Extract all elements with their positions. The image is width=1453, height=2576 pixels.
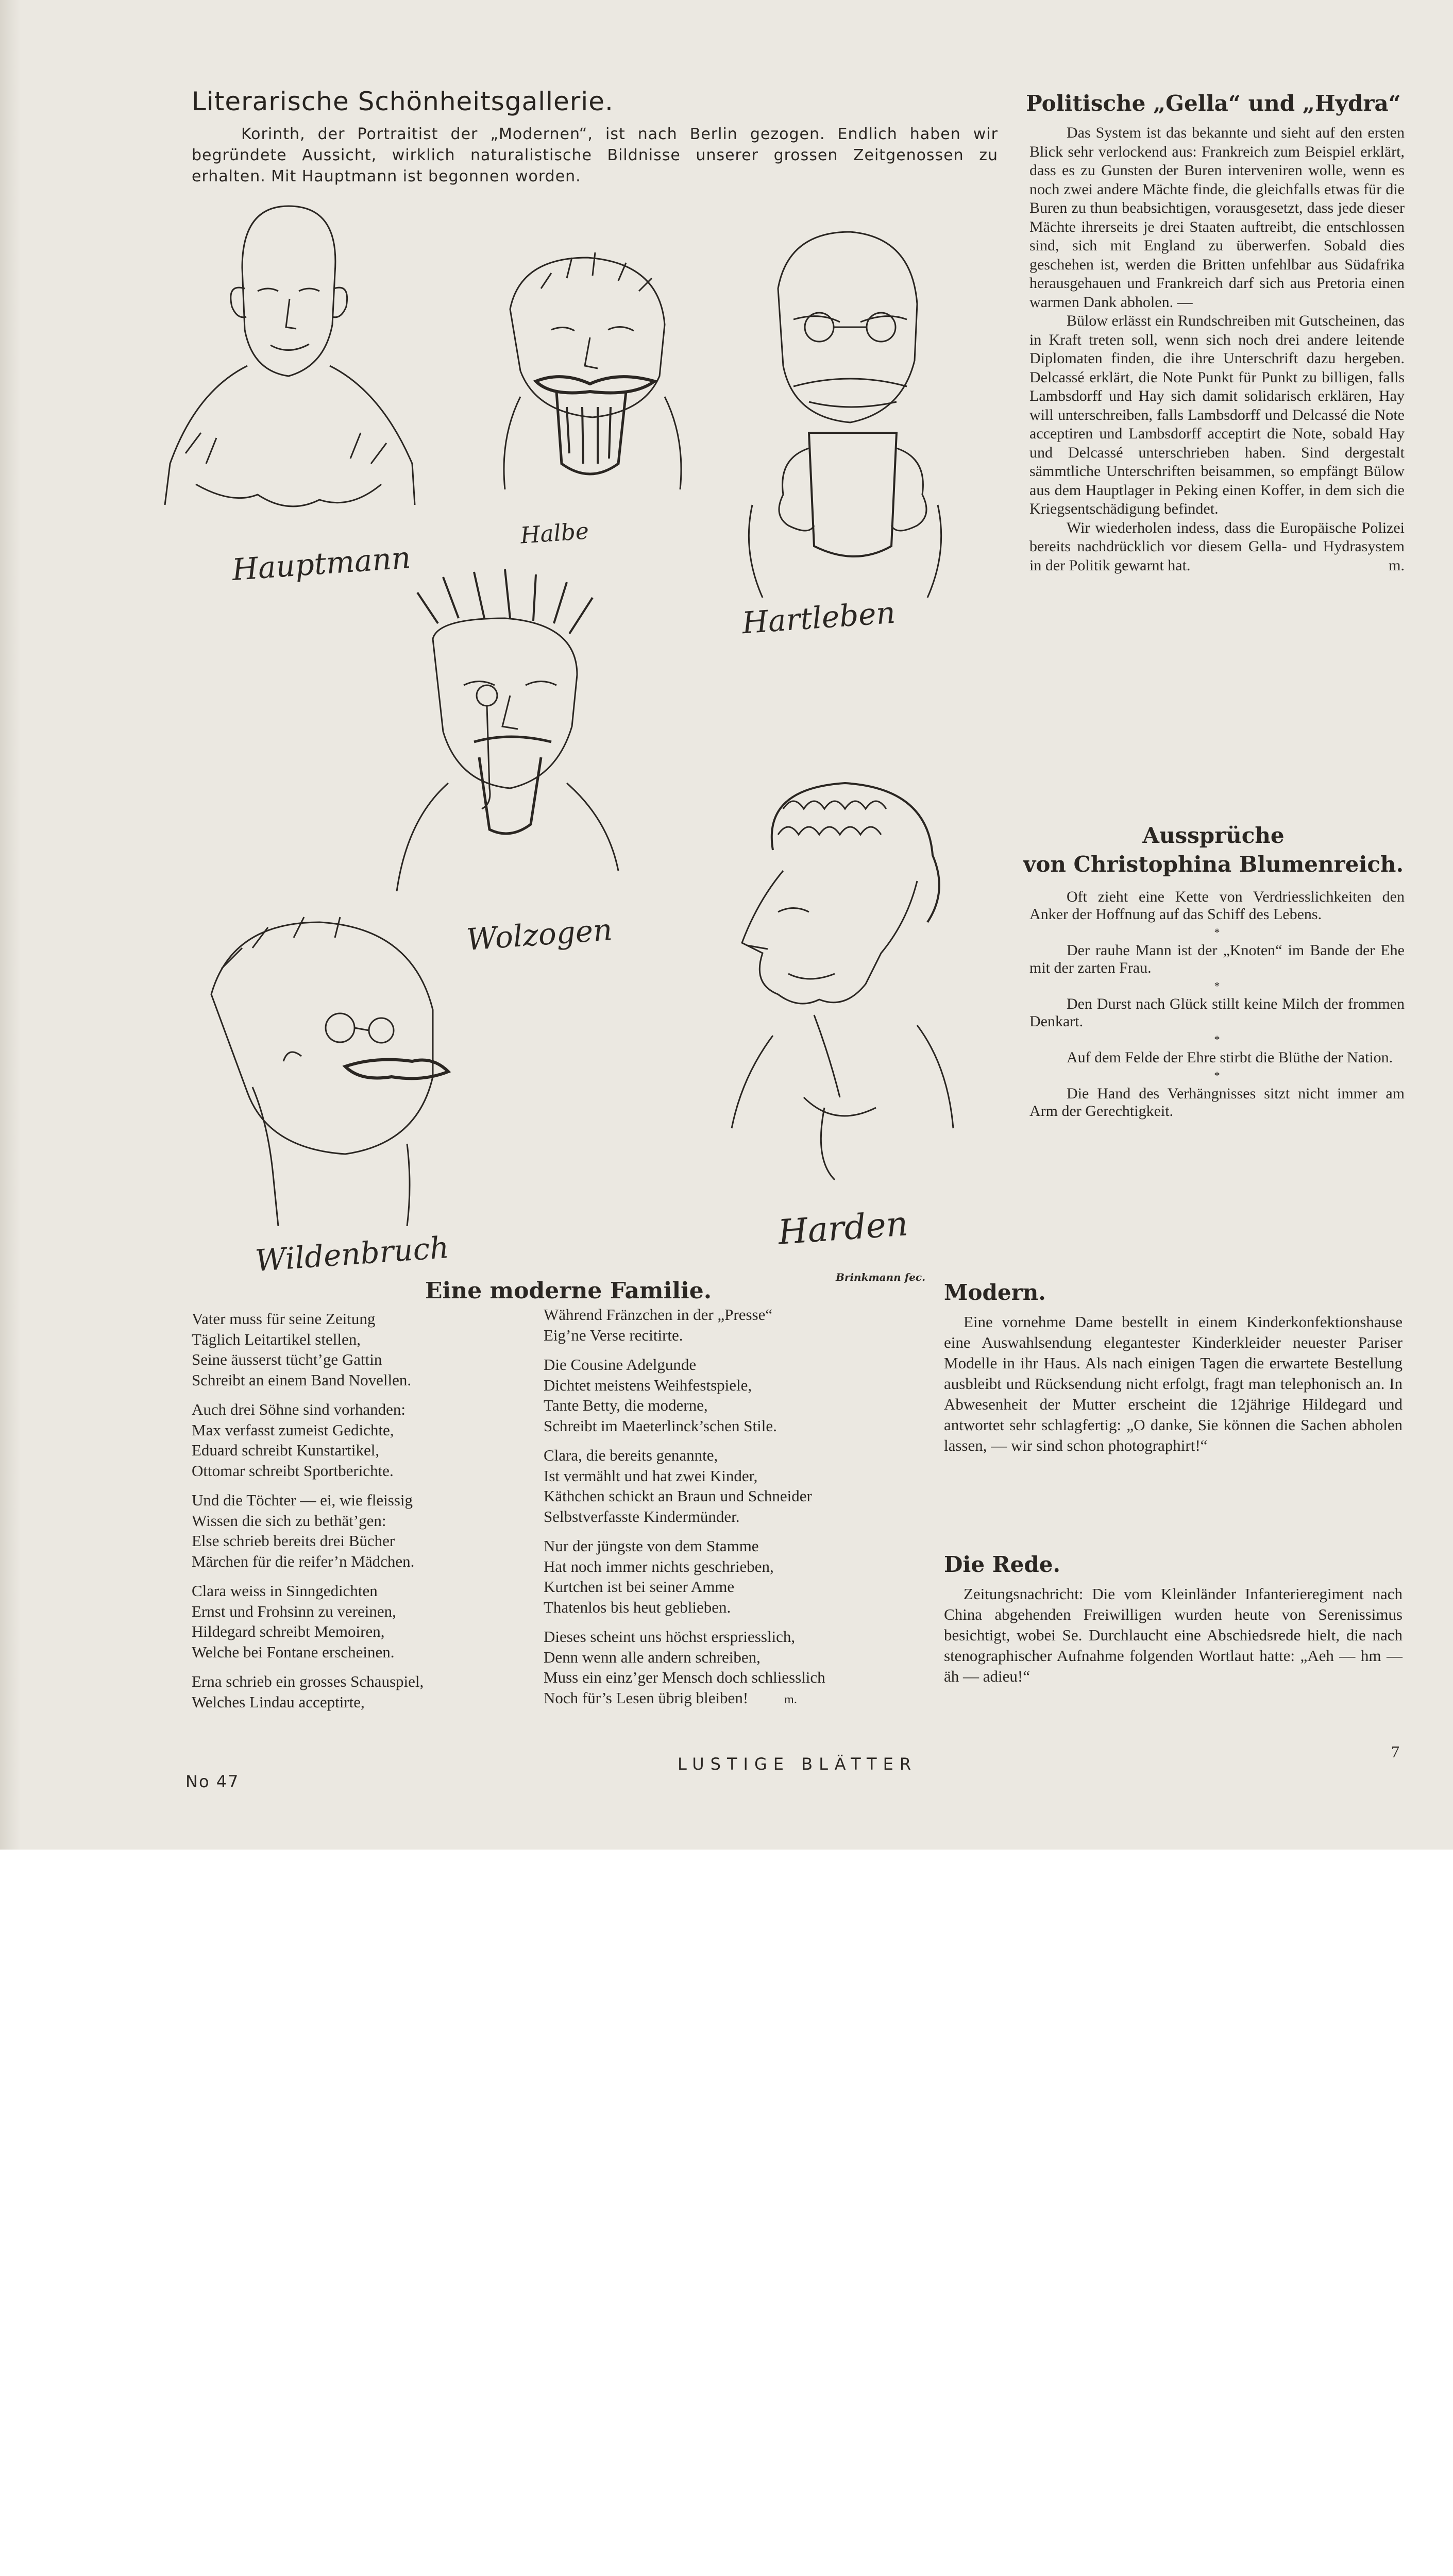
poem-line: Märchen für die reifer’n Mädchen. — [192, 1552, 415, 1570]
poem-signature: m. — [784, 1692, 797, 1706]
sketch-lines — [479, 242, 706, 531]
poem-line: Erna schrieb ein grosses Schauspiel, — [192, 1672, 424, 1690]
poem-line: Noch für’s Lesen übrig bleiben! m. — [544, 1688, 797, 1707]
modern-article — [944, 1312, 1403, 1456]
poem-line: Vater muss für seine Zeitung — [192, 1310, 376, 1328]
signature-hauptmann: Hauptmann — [231, 539, 412, 588]
poem-line: Nur der jüngste von dem Stamme — [544, 1537, 759, 1555]
poem-line: Eduard schreibt Kunstartikel, — [192, 1441, 380, 1459]
page-binding-edge — [0, 0, 21, 1850]
caricature-wolzogen — [386, 562, 629, 891]
poem-stanza — [192, 1581, 521, 1662]
caricature-hartleben — [732, 216, 958, 598]
rede-title: Die Rede. — [944, 1552, 1061, 1577]
sayings-title — [1023, 821, 1404, 879]
poem-line: Schreibt im Maeterlinck’schen Stile. — [544, 1416, 777, 1435]
poem-line: Dieses scheint uns höchst erspriesslich, — [544, 1628, 796, 1646]
library-footer — [0, 1850, 1453, 1976]
poem-line: Dichtet meistens Weihfestspiele, — [544, 1376, 752, 1394]
poem-stanza — [544, 1304, 894, 1345]
issue-number: No 47 — [185, 1772, 240, 1791]
magazine-title: LUSTIGE BLÄTTER — [678, 1754, 918, 1774]
poem-stanza — [544, 1626, 894, 1710]
page-number: 7 — [1391, 1742, 1399, 1761]
poem-line: Wissen die sich zu bethät’gen: — [192, 1511, 386, 1530]
sketch-lines — [191, 907, 479, 1226]
saying-item: Den Durst nach Glück stillt keine Milch der frommen Denkart. — [1029, 995, 1405, 1030]
rede-article — [944, 1584, 1403, 1687]
poem-line: Else schrieb bereits drei Bücher — [192, 1532, 395, 1550]
rede-text: Zeitungsnachricht: Die vom Kleinländer Infanterieregiment nach China abgehenden Freiwilligen wurden heute von Serenissimus besichtigt, wobei Se. Durchlaucht eine Abschiedsrede hielt, die nach stenographischer Aufnahme folgenden Wortlaut hatte: „Aeh — hm — äh — adieu!“ — [944, 1585, 1403, 1685]
saying-item: Oft zieht eine Kette von Verdriesslichkeiten den Anker der Hoffnung auf das Schiff des Lebens. — [1029, 888, 1405, 923]
poem-line: Thatenlos bis heut geblieben. — [544, 1598, 731, 1616]
modern-title: Modern. — [944, 1280, 1046, 1305]
poem-line: Clara, die bereits genannte, — [544, 1446, 718, 1464]
politics-paragraph: Bülow erlässt ein Rundschreiben mit Gutscheinen, das in Kraft treten soll, wenn sich noch drei andere leitende Diplomaten finden, die ihre Unterschrift dazu hergeben. Delcassé erklärt, die Note Punkt für Punkt zu billigen, falls Lambsdorff und Hay sich damit solidarisch erklären, Hay will unterschreiben, falls Lambsdorff und Delcassé die Note acceptiren und Lambsdorff acceptirt die Note, sobald Hay und Delcassé unterschrieben haben. Sind dergestalt sämmtliche Unterschriften beisammen, so empfängt Bülow aus dem Hauptlager in Peking einen Koffer, in dem sich die Kriegsentschädigung befindet. — [1029, 312, 1405, 517]
poem-line: Während Fränzchen in der „Presse“ — [544, 1306, 773, 1324]
separator-star: * — [1214, 979, 1220, 992]
sketch-lines — [711, 768, 969, 1221]
poem-line: Max verfasst zumeist Gedichte, — [192, 1420, 394, 1439]
poem-line: Selbstverfasste Kindermünder. — [544, 1507, 740, 1526]
sketch-lines — [386, 562, 629, 891]
politics-paragraph: Wir wiederholen indess, dass die Europäische Polizei bereits nachdrücklich vor diesem Gella- und Hydrasystem in der Politik gewarnt hat. m. — [1029, 519, 1405, 575]
separator-star: * — [1214, 926, 1220, 939]
modern-text: Eine vornehme Dame bestellt in einem Kinderkonfektionshause eine Auswahlsendung elegantester Kinderkleider neuester Pariser Modelle in ihr Haus. Als nach einigen Tagen die erwartete Bestellung ausbleibt und Rücksendung nicht erfolgt, fragt man telephonisch an. In Abwesenheit der Mutter erscheint die 12jährige Hildegard und antwortet sehr schlagfertig: „O danke, Sie können die Sachen abholen lassen, — wir sind schon photographirt!“ — [944, 1313, 1403, 1454]
poem-column-2 — [544, 1304, 894, 1719]
sayings-title-line2: von Christophina Blumenreich. — [1023, 852, 1404, 877]
poem-line: Denn wenn alle andern schreiben, — [544, 1648, 761, 1666]
saying-item: Auf dem Felde der Ehre stirbt die Blüthe der Nation. — [1067, 1049, 1393, 1066]
poem-line: Muss ein einz’ger Mensch doch schliesslich — [544, 1668, 825, 1686]
poem-line: Seine äusserst tücht’ge Gattin — [192, 1350, 382, 1368]
poem-line: Schreibt an einem Band Novellen. — [192, 1370, 412, 1389]
poem-line: Clara weiss in Sinngedichten — [192, 1582, 378, 1600]
signature-wolzogen: Wolzogen — [465, 912, 614, 957]
poem-line: Die Cousine Adelgunde — [544, 1355, 697, 1374]
poem-line: Welches Lindau acceptirte, — [192, 1692, 365, 1711]
poem-line: Und die Töchter — ei, wie fleissig — [192, 1491, 413, 1509]
politics-paragraph: Das System ist das bekannte und sieht auf den ersten Blick sehr verlockend aus: Frankreich zum Beispiel erklärt, dass es zu Gunsten der Buren interveniren wolle, wenn es noch zwei andere Mächte finde, die gleichfalls etwas für die Buren zu thun beabsichtigen, vorausgesetzt, dass jede dieser Mächte ihrerseits je drei Staaten auftreibt, die entschlossen sind, sich mit England zu überwerfen. Sobald dies geschehen ist, werden die Britten unfehlbar aus Südafrika herausgehauen und Frankreich darf sich aus Pretoria einen warmen Dank abholen. — — [1029, 124, 1405, 311]
illustrator-credit: Brinkmann fec. — [836, 1271, 926, 1283]
poem-line: Hat noch immer nichts geschrieben, — [544, 1557, 774, 1575]
signature-wildenbruch: Wildenbruch — [254, 1229, 450, 1279]
politics-article — [1029, 124, 1405, 575]
poem-line: Welche bei Fontane erscheinen. — [192, 1642, 395, 1661]
poem-line: Ernst und Frohsinn zu vereinen, — [192, 1602, 396, 1620]
sketch-lines — [155, 196, 423, 577]
caricature-halbe — [479, 242, 706, 531]
poem-line: Ottomar schreibt Sportberichte. — [192, 1461, 394, 1480]
separator-star: * — [1214, 1069, 1220, 1082]
poem-line: Kurtchen ist bei seiner Amme — [544, 1578, 735, 1596]
signature-harden: Harden — [776, 1204, 909, 1252]
poem-stanza — [544, 1445, 894, 1527]
caricature-wildenbruch — [191, 907, 479, 1226]
poem-line: Käthchen schickt an Braun und Schneider — [544, 1487, 812, 1505]
poem-line: Hildegard schreibt Memoiren, — [192, 1622, 385, 1640]
poem-stanza — [192, 1309, 521, 1390]
saying-item: Die Hand des Verhängnisses sitzt nicht immer am Arm der Gerechtigkeit. — [1029, 1085, 1405, 1120]
poem-stanza — [544, 1354, 894, 1436]
separator-star: * — [1214, 1033, 1220, 1046]
saying-item: Der rauhe Mann ist der „Knoten“ im Bande der Ehe mit der zarten Frau. — [1029, 942, 1405, 976]
poem-line: Ist vermählt und hat zwei Kinder, — [544, 1466, 758, 1485]
caricature-harden — [711, 768, 969, 1221]
politics-title: Politische „Gella“ und „Hydra“ — [1026, 91, 1401, 116]
sayings-title-line1: Aussprüche — [1142, 823, 1285, 848]
gallery-intro: Korinth, der Portraitist der „Modernen“, ist nach Berlin gezogen. Endlich haben wir begründete Aussicht, wirklich naturalistische Bildnisse unserer grossen Zeitgenossen zu erhalten. Mit Hauptmann ist begonnen worden. — [192, 125, 998, 185]
poem-stanza — [192, 1399, 521, 1481]
sketch-lines — [732, 216, 958, 598]
caricature-hauptmann — [155, 196, 423, 577]
poem-stanza — [544, 1536, 894, 1617]
poem-column-1 — [192, 1309, 521, 1721]
poem-stanza — [192, 1490, 521, 1571]
politics-signature: m. — [1389, 556, 1405, 574]
poem-line: Täglich Leitartikel stellen, — [192, 1330, 361, 1348]
poem-line: Eig’ne Verse recitirte. — [544, 1326, 683, 1344]
poem-stanza — [192, 1671, 521, 1712]
family-title: Eine moderne Familie. — [425, 1278, 712, 1304]
sayings-list — [1029, 888, 1405, 1120]
poem-line: Tante Betty, die moderne, — [544, 1396, 708, 1414]
gallery-title: Literarische Schönheitsgallerie. — [192, 87, 614, 116]
poem-line: Auch drei Söhne sind vorhanden: — [192, 1400, 406, 1418]
signature-hartleben: Hartleben — [740, 595, 897, 641]
signature-halbe: Halbe — [519, 518, 590, 549]
